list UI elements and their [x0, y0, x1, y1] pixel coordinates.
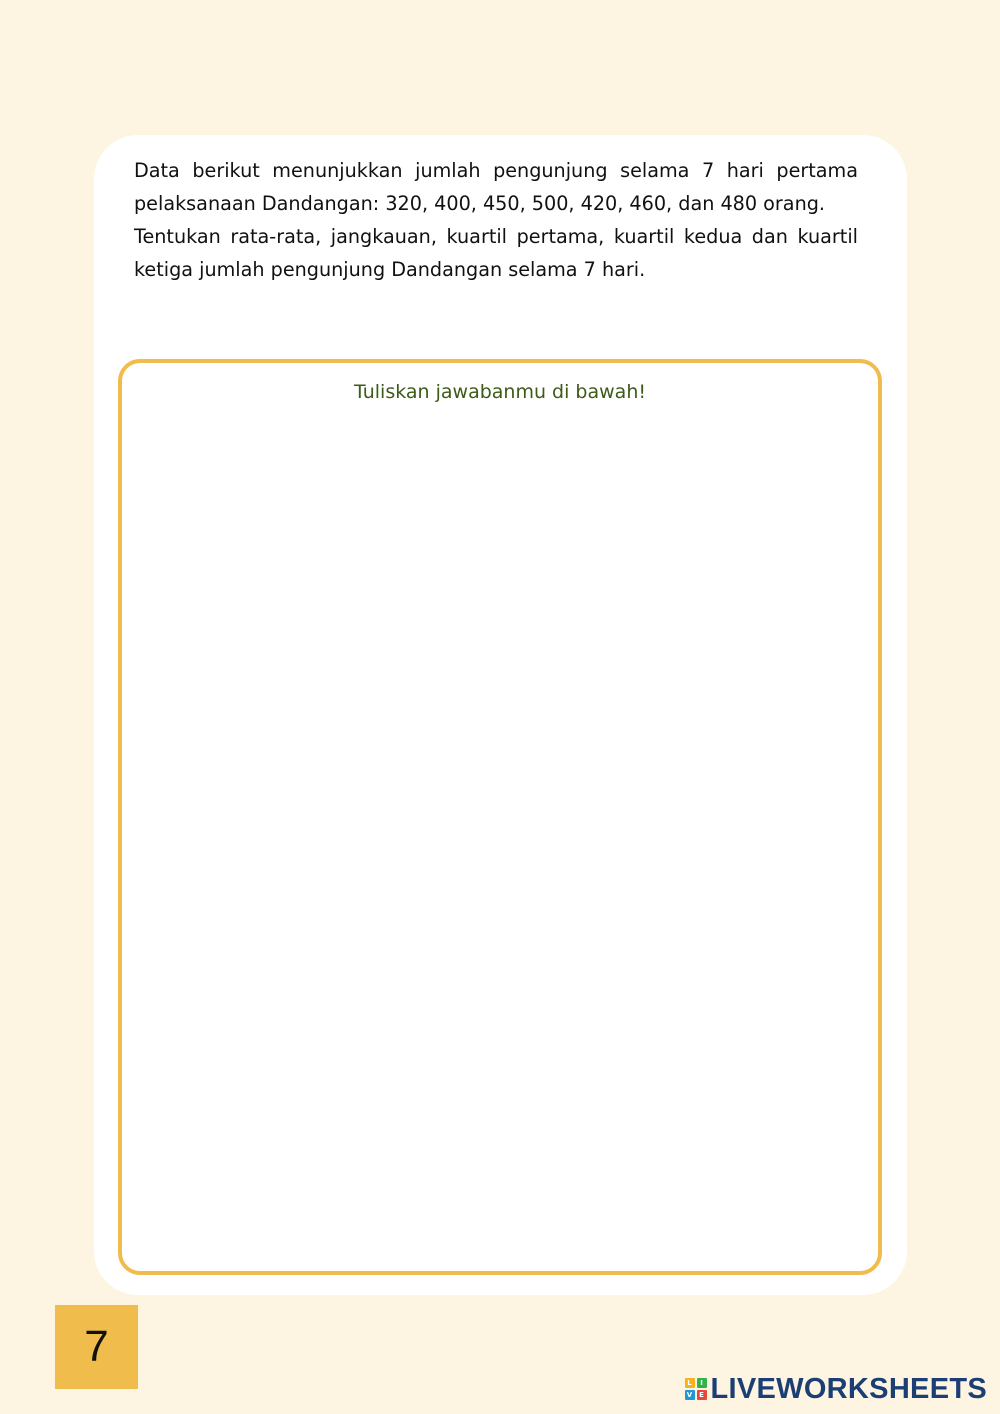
logo-letter-i: I [697, 1378, 707, 1388]
answer-box [118, 359, 882, 1275]
brand-name: LIVEWORKSHEETS [710, 1372, 987, 1405]
page-number-badge: 7 [55, 1305, 138, 1389]
logo-letter-e: E [697, 1390, 707, 1400]
liveworksheets-brand[interactable] [685, 1373, 988, 1405]
logo-letter-v: V [685, 1390, 695, 1400]
answer-prompt: Tuliskan jawabanmu di bawah! [354, 381, 646, 403]
answer-input[interactable] [140, 423, 860, 1253]
logo-letter-l: L [685, 1378, 695, 1388]
question-paragraph-task: Tentukan rata-rata, jangkauan, kuartil pertama, kuartil kedua dan kuartil ketiga jumlah pengunjung Dandangan selama 7 hari. [134, 225, 858, 281]
question-paragraph-data: Data berikut menunjukkan jumlah pengunjung selama 7 hari pertama pelaksanaan Dandangan: 320, 400, 450, 500, 420, 460, dan 480 orang. [134, 159, 858, 215]
liveworksheets-logo-icon [685, 1378, 707, 1400]
question-text [134, 154, 858, 286]
